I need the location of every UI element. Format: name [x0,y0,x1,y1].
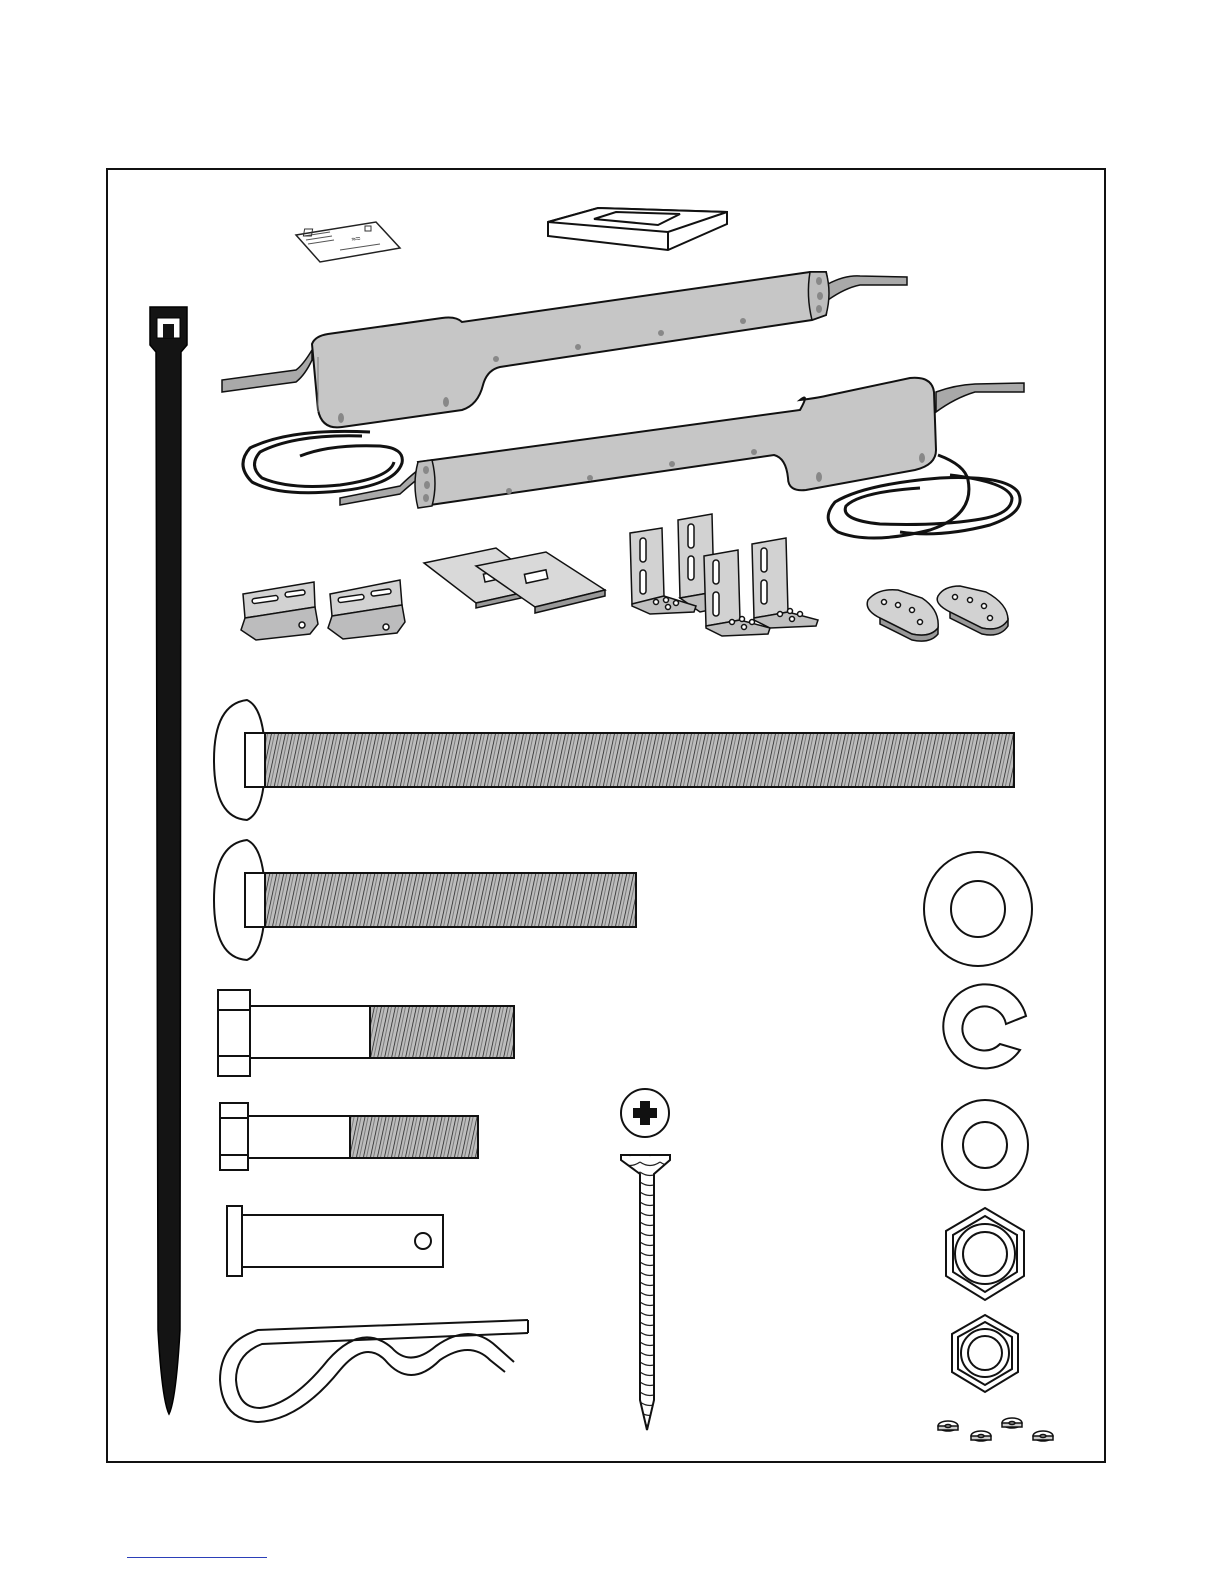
angle-bracket [630,514,818,636]
carriage-bolt-long [214,700,1014,820]
svg-text:≈≈: ≈≈ [350,233,361,244]
spacers [938,1418,1053,1441]
cable-coil-upper [243,431,402,492]
hitch-pin-clip [220,1320,528,1422]
hex-nut-large [946,1208,1024,1300]
footer-link-rule [127,1557,267,1558]
warranty-card [296,222,400,262]
hex-bolt-large [218,990,514,1076]
flat-washer [924,852,1032,966]
cable-tie [150,307,187,1414]
clevis-pin [227,1206,443,1276]
carriage-bolt-short [214,840,636,960]
lock-washer [943,984,1026,1068]
hex-bolt-small [220,1103,478,1170]
foam-spacer [548,208,727,250]
hex-nut-small [952,1315,1018,1392]
sensor-bracket [241,580,405,640]
mounting-plate [424,548,605,613]
small-washer [942,1100,1028,1190]
wood-screw [621,1089,670,1430]
pivot-tab [867,586,1008,641]
